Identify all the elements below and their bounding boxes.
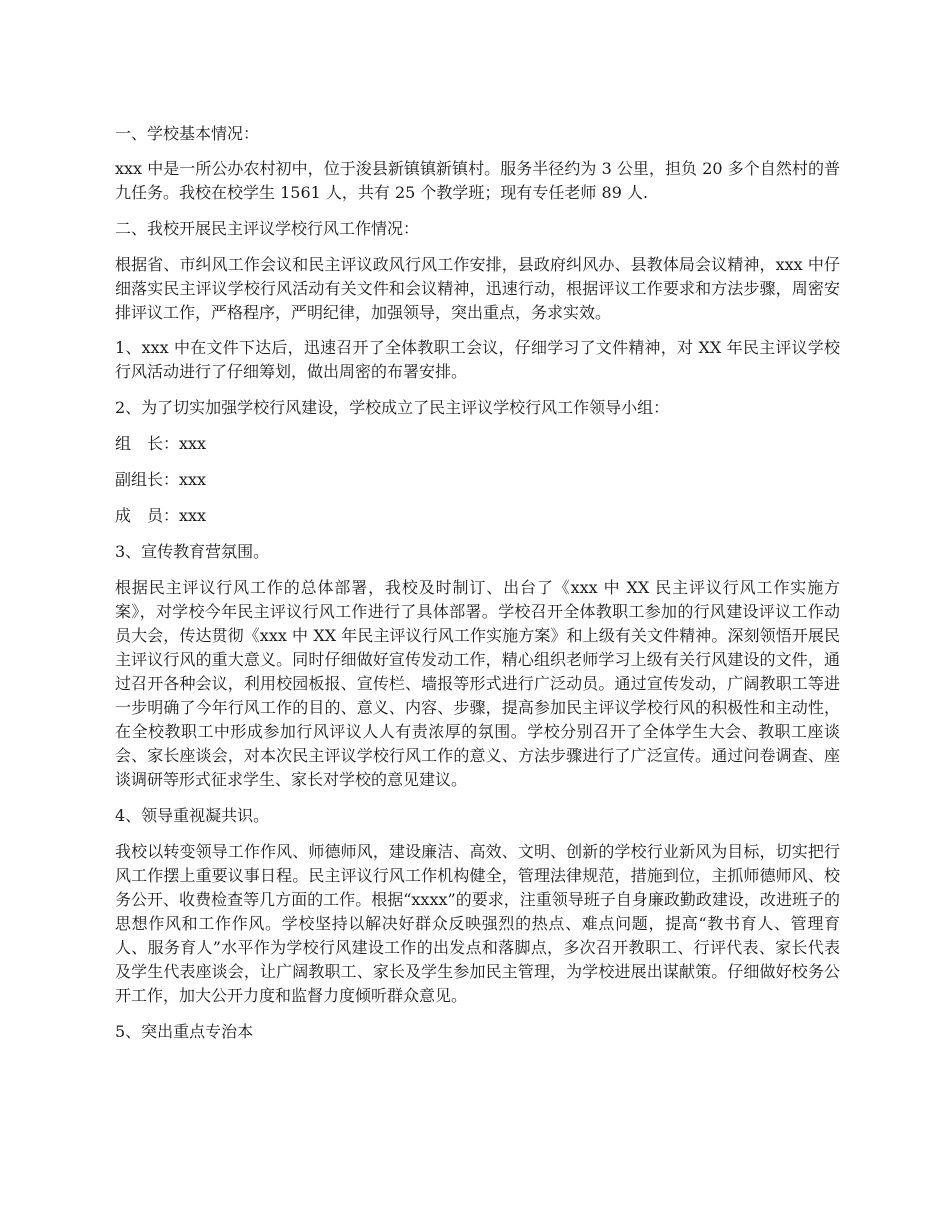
item-4-paragraph: 我校以转变领导工作作风、师德师风，建设廉洁、高效、文明、创新的学校行业新风为目标，切实把行风工作摆上重要议事日程。民主评议行风工作机构健全，管理法律规范，措施到位，主抓师德师风、校务公开、收费检查等几方面的工作。根据“xxxx”的要求，注重领导班子自身廉政勤政建设，改进班子的思想作风和工作作风。学校坚持以解决好群众反映强烈的热点、难点问题，提高“教书育人、管理育人、服务育人”水平作为学校行风建设工作的出发点和落脚点，多次召开教职工、行评代表、家长代表及学生代表座谈会，让广阔教职工、家长及学生参加民主管理，为学校进展出谋献策。仔细做好校务公开工作，加大公开力度和监督力度倾听群众意见。 xyxy=(115,842,840,1005)
group-members: 成 员：xxx xyxy=(115,506,207,525)
paragraph-school-overview: xxx 中是一所公办农村初中，位于浚县新镇镇新镇村。服务半径约为 3 公里，担负 20 多个自然村的普九任务。我校在校学生 1561 人，共有 25 个教学班；现有专任老师 89 人. xyxy=(115,159,840,202)
item-1-meeting: 1、xxx 中在文件下达后，迅速召开了全体教职工会议，仔细学习了文件精神，对 XX 年民主评议学校行风活动进行了仔细筹划，做出周密的布署安排。 xyxy=(115,338,840,381)
heading-school-basic-info: 一、学校基本情况： xyxy=(115,124,260,143)
item-5-heading: 5、突出重点专治本 xyxy=(115,1022,254,1041)
item-2-leadership-group: 2、为了切实加强学校行风建设，学校成立了民主评议学校行风工作领导小组： xyxy=(115,398,670,417)
item-3-paragraph: 根据民主评议行风工作的总体部署，我校及时制订、出台了《xxx 中 XX 民主评议行风工作实施方案》，对学校今年民主评议行风工作进行了具体部署。学校召开全体教职工参加的行风建设评议工作动员大会，传达贯彻《xxx 中 XX 年民主评议行风工作实施方案》和上级有关文件精神。深刻领悟开展民主评议行风的重大意义。同时仔细做好宣传发动工作，精心组织老师学习上级有关行风建设的文件，通过召开各种会议，利用校园板报、宣传栏、墙报等形式进行广泛动员。通过宣传发动，广阔教职工等进一步明确了今年行风工作的目的、意义、内容、步骤，提高参加民主评议学校行风的积极性和主动性，在全校教职工中形成参加行风评议人人有责浓厚的氛围。学校分别召开了全体学生大会、教职工座谈会、家长座谈会，对本次民主评议学校行风工作的意义、方法步骤进行了广泛宣传。通过问卷调查、座谈调研等形式征求学生、家长对学校的意见建议。 xyxy=(115,578,840,789)
group-deputy-leader: 副组长：xxx xyxy=(115,470,207,489)
item-4-heading: 4、领导重视凝共识。 xyxy=(115,806,270,825)
item-3-heading: 3、宣传教育营氛围。 xyxy=(115,542,270,561)
group-leader: 组 长：xxx xyxy=(115,434,207,453)
paragraph-evaluation-basis: 根据省、市纠风工作会议和民主评议政风行风工作安排，县政府纠风办、县教体局会议精神，xxx 中仔细落实民主评议学校行风活动有关文件和会议精神，迅速行动，根据评议工作要求和方法步骤，周密安排评议工作，严格程序，严明纪律，加强领导，突出重点，务求实效。 xyxy=(115,255,840,322)
heading-evaluation-work: 二、我校开展民主评议学校行风工作情况： xyxy=(115,219,420,238)
document-page xyxy=(115,122,840,1044)
